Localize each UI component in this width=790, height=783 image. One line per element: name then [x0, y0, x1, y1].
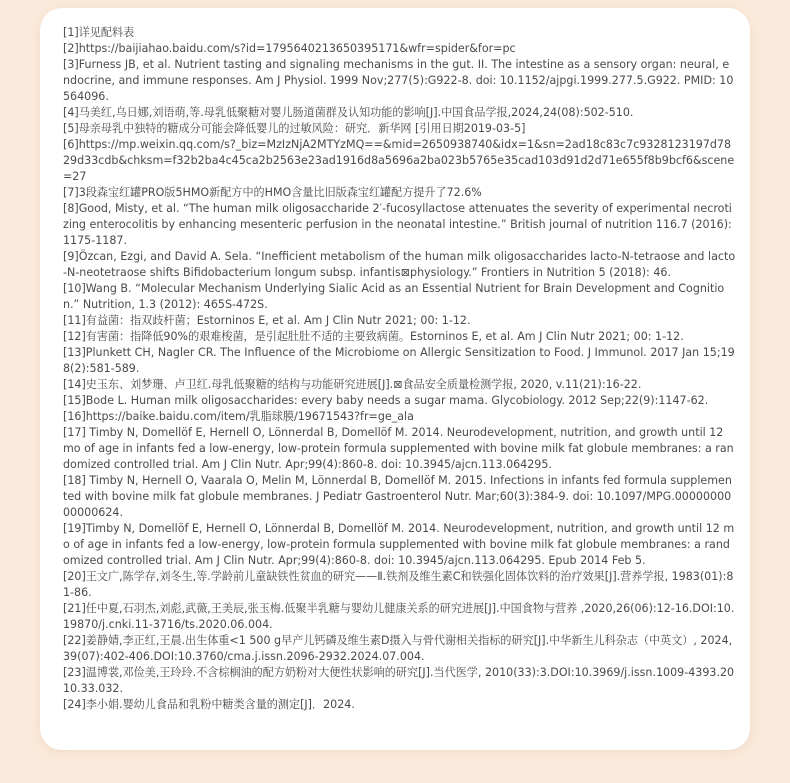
reference-item: [3]Furness JB, et al. Nutrient tasting and signaling mechanisms in the gut. II. The intestine as a sensory organ: neural, endocrine, and immune responses. Am J Physiol. 1999 Nov;277(5):G922-8. doi: 10.1152/ajpgi.1999.277.5.G922. PMID: 10564096. — [63, 58, 734, 103]
reference-item: [7]3段森宝红罐PRO版5HMO新配方中的HMO含量比旧版森宝红罐配方提升了72.6% — [63, 186, 482, 199]
reference-item: [17] Timby N, Domellöf E, Hernell O, Lönnerdal B, Domellöf M. 2014. Neurodevelopment, nutrition, and growth until 12 mo of age in infants fed a low-energy, low-protein formula supplemented with bovine milk fat globule membranes: a randomized controlled trial. Am J Clin Nutr. Apr;99(4):860-8. doi: 10.3945/ajcn.113.064295. — [63, 426, 734, 471]
reference-item: [16]https://baike.baidu.com/item/乳脂球膜/19671543?fr=ge_ala — [63, 410, 414, 423]
reference-item: [21]任中夏,石羽杰,刘彪,武薇,王美辰,张玉梅.低聚半乳糖与婴幼儿健康关系的研究进展[J].中国食物与营养 ,2020,26(06):12-16.DOI:10.19870/j.cnki.11-3716/ts.2020.06.004. — [63, 602, 735, 631]
reference-item: [18] Timby N, Hernell O, Vaarala O, Melin M, Lönnerdal B, Domellöf M. 2015. Infections in infants fed formula supplemented with bovine milk fat globule membranes. J Pediatr Gastroenterol Nutr. Mar;60(3):384-9. doi: 10.1097/MPG.0000000000000624. — [63, 474, 732, 519]
reference-item: [14]史玉东、刘梦珊、卢卫红.母乳低聚糖的结构与功能研究进展[J].⊠食品安全质量检测学报, 2020, v.11(21):16-22. — [63, 378, 642, 391]
reference-item: [8]Good, Misty, et al. “The human milk oligosaccharide 2′-fucosyllactose attenuates the severity of experimental necrotizing enterocolitis by enhancing mesenteric perfusion in the neonatal intestine.” British journal of nutrition 116.7 (2016): 1175-1187. — [63, 202, 732, 247]
references-card — [40, 8, 750, 750]
reference-item: [19]Timby N, Domellöf E, Hernell O, Lönnerdal B, Domellöf M. 2014. Neurodevelopment, nutrition, and growth until 12 mo of age in infants fed a low-energy, low-protein formula supplemented with bovine milk fat globule membranes: a randomized controlled trial. Am J Clin Nutr. Apr;99(4):860-8. doi: 10.3945/ajcn.113.064295. Epub 2014 Feb 5. — [63, 522, 735, 567]
reference-item: [23]温博裳,邓俭美,王玲玲.不含棕榈油的配方奶粉对大便性状影响的研究[J].当代医学, 2010(33):3.DOI:10.3969/j.issn.1009-4393.2010.33.032. — [63, 666, 735, 695]
reference-item: [11]有益菌：指双歧杆菌；Estorninos E, et al. Am J Clin Nutr 2021; 00: 1-12. — [63, 314, 471, 327]
reference-item: [6]https://mp.weixin.qq.com/s?_biz=MzIzNjA2MTYzMQ==&mid=2650938740&idx=1&sn=2ad18c83c7c9328123197d7829d33cdb&chksm=f32b2ba4c45ca2b2563e23ad1916d8a5696a2ba023b5765e35cad103d91d2d71e655f8b9bcf6&scene=27 — [63, 138, 735, 183]
reference-item: [9]Özcan, Ezgi, and David A. Sela. “Inefficient metabolism of the human milk oligosaccharides lacto-N-tetraose and lacto-N-neotetraose shifts Bifidobacterium longum subsp. infantis⊠physiology.” Frontiers in Nutrition 5 (2018): 46. — [63, 250, 736, 279]
reference-item: [20]王文广,陈学存,刘冬生,等.学龄前儿童缺铁性贫血的研究——Ⅱ.铁剂及维生素C和铁强化固体饮料的治疗效果[J].营养学报, 1983(01):81-86. — [63, 570, 734, 599]
reference-list — [63, 25, 736, 713]
reference-item: [10]Wang B. “Molecular Mechanism Underlying Sialic Acid as an Essential Nutrient for Brain Development and Cognition.” Nutrition, 1.3 (2012): 465S-472S. — [63, 282, 725, 311]
reference-item: [13]Plunkett CH, Nagler CR. The Influence of the Microbiome on Allergic Sensitization to Food. J Immunol. 2017 Jan 15;198(2):581-589. — [63, 346, 735, 375]
reference-item: [12]有害菌：指降低90%的艰难梭菌，是引起肚肚不适的主要致病菌。Estorninos E, et al. Am J Clin Nutr 2021; 00: 1-12. — [63, 330, 684, 343]
reference-item: [2]https://baijiahao.baidu.com/s?id=1795640213650395171&wfr=spider&for=pc — [63, 42, 516, 55]
reference-item: [24]李小娟.婴幼儿食品和乳粉中糖类含量的测定[J]．2024. — [63, 698, 355, 711]
reference-item: [1]详见配料表 — [63, 26, 135, 39]
reference-item: [4]马美红,乌日娜,刘语萌,等.母乳低聚糖对婴儿肠道菌群及认知功能的影响[J].中国食品学报,2024,24(08):502-510. — [63, 106, 634, 119]
reference-item: [15]Bode L. Human milk oligosaccharides: every baby needs a sugar mama. Glycobiology. 2012 Sep;22(9):1147-62. — [63, 394, 709, 407]
reference-item: [5]母亲母乳中独特的糖成分可能会降低婴儿的过敏风险：研究．新华网 [引用日期2019-03-5] — [63, 122, 526, 135]
reference-item: [22]姜静婧,李正红,王晨.出生体重<1 500 g早产儿钙磷及维生素D摄入与骨代谢相关指标的研究[J].中华新生儿科杂志（中英文）, 2024, 39(07):402-406.DOI:10.3760/cma.j.issn.2096-2932.2024.07.004. — [63, 634, 733, 663]
